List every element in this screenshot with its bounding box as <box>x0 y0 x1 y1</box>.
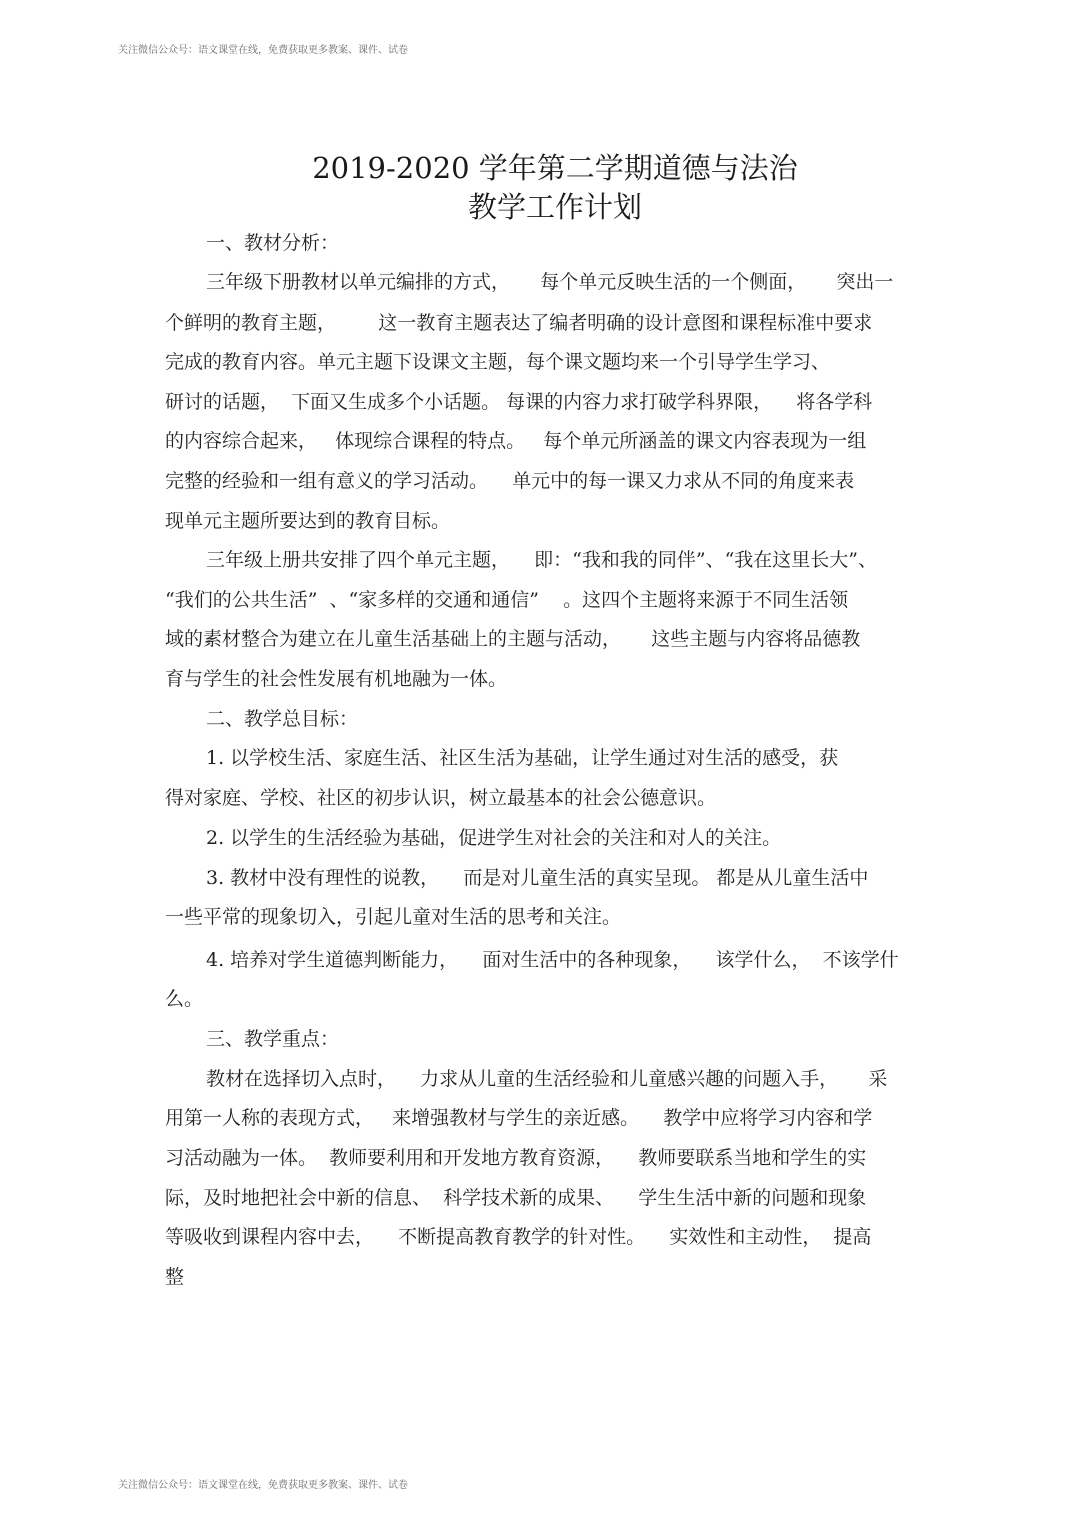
text-line: “我们的公共生活” 、“家多样的交通和通信” 。这四个主题将来源于不同生活领 <box>165 589 849 611</box>
text-line: 三年级下册教材以单元编排的方式， 每个单元反映生活的一个侧面， 突出一 <box>206 271 894 293</box>
watermark-footer: 关注微信公众号：语文课堂在线，免费获取更多教案、课件、试卷 <box>118 1480 408 1491</box>
text-line: 一些平常的现象切入，引起儿童对生活的思考和关注。 <box>165 906 622 928</box>
text-line: 3. 教材中没有理性的说教， 而是对儿童生活的真实呈现。 都是从儿童生活中 <box>206 867 869 889</box>
text-line: 际，及时地把社会中新的信息、 科学技术新的成果、 学生生活中新的问题和现象 <box>165 1187 867 1209</box>
text-line: 三年级上册共安排了四个单元主题， 即：“我和我的同伴”、“我在这里长大”、 <box>206 549 878 571</box>
text-line: 得对家庭、学校、社区的初步认识，树立最基本的社会公德意识。 <box>165 787 717 809</box>
text-line: 现单元主题所要达到的教育目标。 <box>165 510 451 532</box>
text-line: 的内容综合起来， 体现综合课程的特点。 每个单元所涵盖的课文内容表现为一组 <box>165 430 867 452</box>
text-line: 整 <box>165 1266 185 1288</box>
text-line: 2. 以学生的生活经验为基础，促进学生对社会的关注和对人的关注。 <box>206 827 782 849</box>
text-line: 用第一人称的表现方式， 来增强教材与学生的亲近感。 教学中应将学习内容和学 <box>165 1107 873 1129</box>
section-heading: 二、教学总目标： <box>206 708 359 730</box>
text-line: 等吸收到课程内容中去， 不断提高教育教学的针对性。 实效性和主动性， 提高 <box>165 1226 872 1248</box>
section-heading: 三、教学重点： <box>206 1028 340 1050</box>
text-line: 研讨的话题， 下面又生成多个小话题。 每课的内容力求打破学科界限， 将各学科 <box>165 391 873 413</box>
text-line: 么。 <box>165 988 204 1010</box>
text-line: 域的素材整合为建立在儿童生活基础上的主题与活动， 这些主题与内容将品德教 <box>165 628 861 650</box>
text-line: 1. 以学校生活、家庭生活、社区生活为基础，让学生通过对生活的感受，获 <box>206 747 839 769</box>
document-title: 2019-2020 学年第二学期道德与法治 <box>312 151 798 185</box>
text-line: 习活动融为一体。 教师要利用和开发地方教育资源， 教师要联系当地和学生的实 <box>165 1147 867 1169</box>
document-subtitle: 教学工作计划 <box>467 190 642 224</box>
text-line: 完整的经验和一组有意义的学习活动。 单元中的每一课又力求从不同的角度来表 <box>165 470 855 492</box>
text-line: 完成的教育内容。单元主题下设课文主题，每个课文题均来一个引导学生学习、 <box>165 351 831 373</box>
text-line: 育与学生的社会性发展有机地融为一体。 <box>165 668 508 690</box>
section-heading: 一、教材分析： <box>206 232 340 254</box>
text-line: 个鲜明的教育主题， 这一教育主题表达了编者明确的设计意图和课程标准中要求 <box>165 312 873 334</box>
text-line: 4. 培养对学生道德判断能力， 面对生活中的各种现象， 该学什么， 不该学什 <box>206 949 899 971</box>
text-line: 教材在选择切入点时， 力求从儿童的生活经验和儿童感兴趣的问题入手， 采 <box>206 1068 888 1090</box>
watermark-header: 关注微信公众号：语文课堂在线，免费获取更多教案、课件、试卷 <box>118 45 408 56</box>
